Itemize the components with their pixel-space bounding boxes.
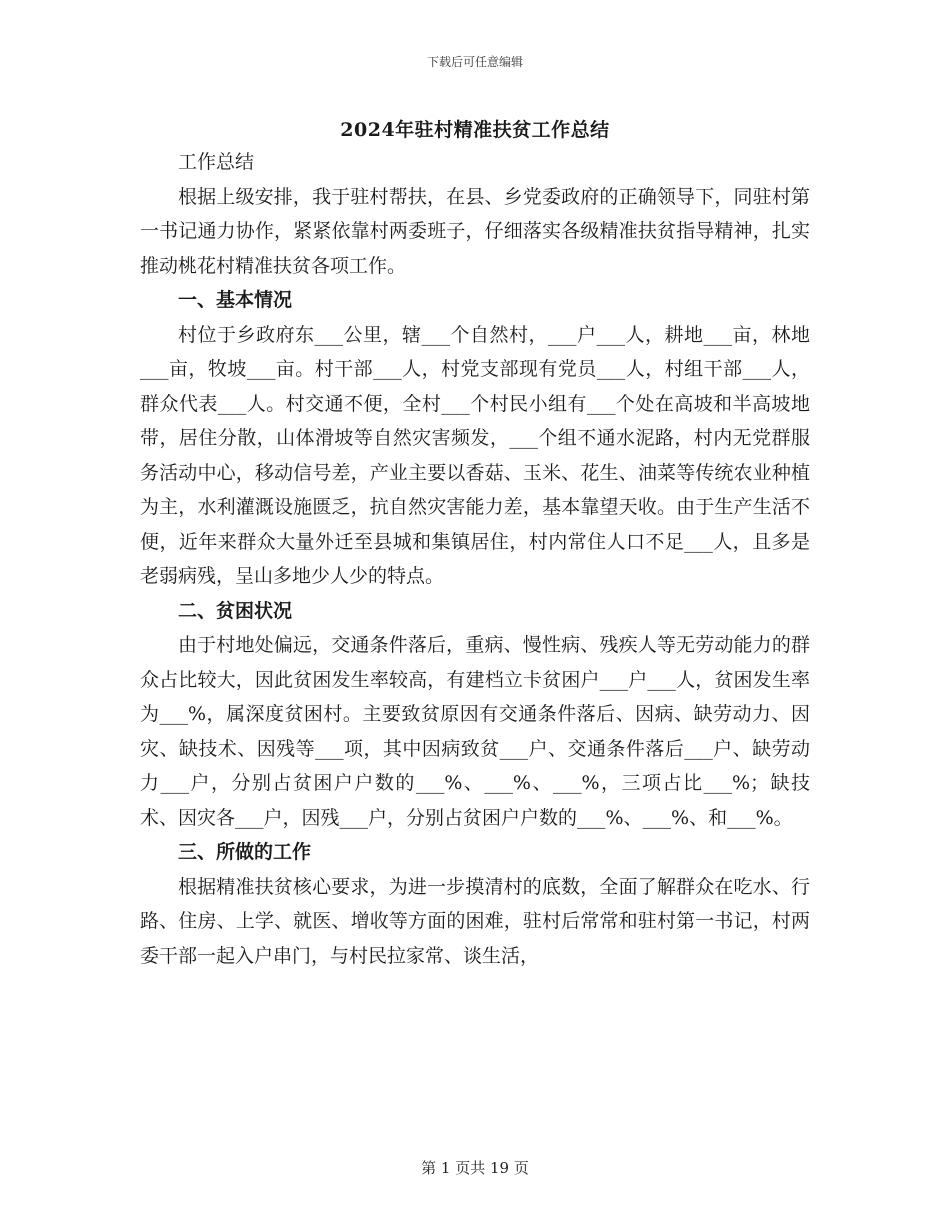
page-footer: 第 1 页共 19 页 (421, 1159, 529, 1177)
paragraph-work: 根据精准扶贫核心要求，为进一步摸清村的底数，全面了解群众在吃水、行路、住房、上学、就医、增收等方面的困难，驻村后常常和驻村第一书记，村两委干部一起入户串门，与村民拉家常、谈生活， (140, 875, 810, 967)
paragraph-basic: 村位于乡政府东___公里，辖___个自然村，___户___人，耕地___亩，林地___亩，牧坡___亩。村干部___人，村党支部现有党员___人，村组干部___人，群众代表___人。村交通不便，全村___个村民小组有___个处在高坡和半高坡地带，居住分散，山体滑坡等自然灾害频发，___个组不通水泥路，村内无党群服务活动中心，移动信号差，产业主要以香菇、玉米、花生、油菜等传统农业种植为主，水利灌溉设施匮乏，抗自然灾害能力差，基本靠望天收。由于生产生活不便，近年来群众大量外迁至县城和集镇居住，村内常住人口不足___人，且多是老弱病残，呈山多地少人少的特点。 (140, 323, 810, 587)
document-body (140, 145, 810, 973)
section-heading-basic: 一、基本情况 (178, 289, 293, 311)
header-note: 下载后可任意编辑 (426, 55, 523, 69)
document-title: 2024年驻村精准扶贫工作总结 (340, 119, 610, 141)
paragraph-poverty: 由于村地处偏远，交通条件落后，重病、慢性病、残疾人等无劳动能力的群众占比较大，因此贫困发生率较高，有建档立卡贫困户___户___人，贫困发生率为___%，属深度贫困村。主要致贫原因有交通条件落后、因病、缺劳动力、因灾、缺技术、因残等___项，其中因病致贫___户、交通条件落后___户、缺劳动力___户，分别占贫困户户数的___%、___%、___%，三项占比___%；缺技术、因灾各___户，因残___户，分别占贫困户户数的___%、___%、和___%。 (140, 634, 810, 829)
section-heading-poverty: 二、贫困状况 (178, 599, 293, 622)
paragraph-worksummary: 工作总结 (178, 151, 255, 173)
section-heading-work: 三、所做的工作 (178, 841, 312, 863)
paragraph-intro: 根据上级安排，我于驻村帮扶，在县、乡党委政府的正确领导下，同驻村第一书记通力协作，紧紧依靠村两委班子，仔细落实各级精准扶贫指导精神，扎实推动桃花村精准扶贫各项工作。 (140, 185, 810, 277)
